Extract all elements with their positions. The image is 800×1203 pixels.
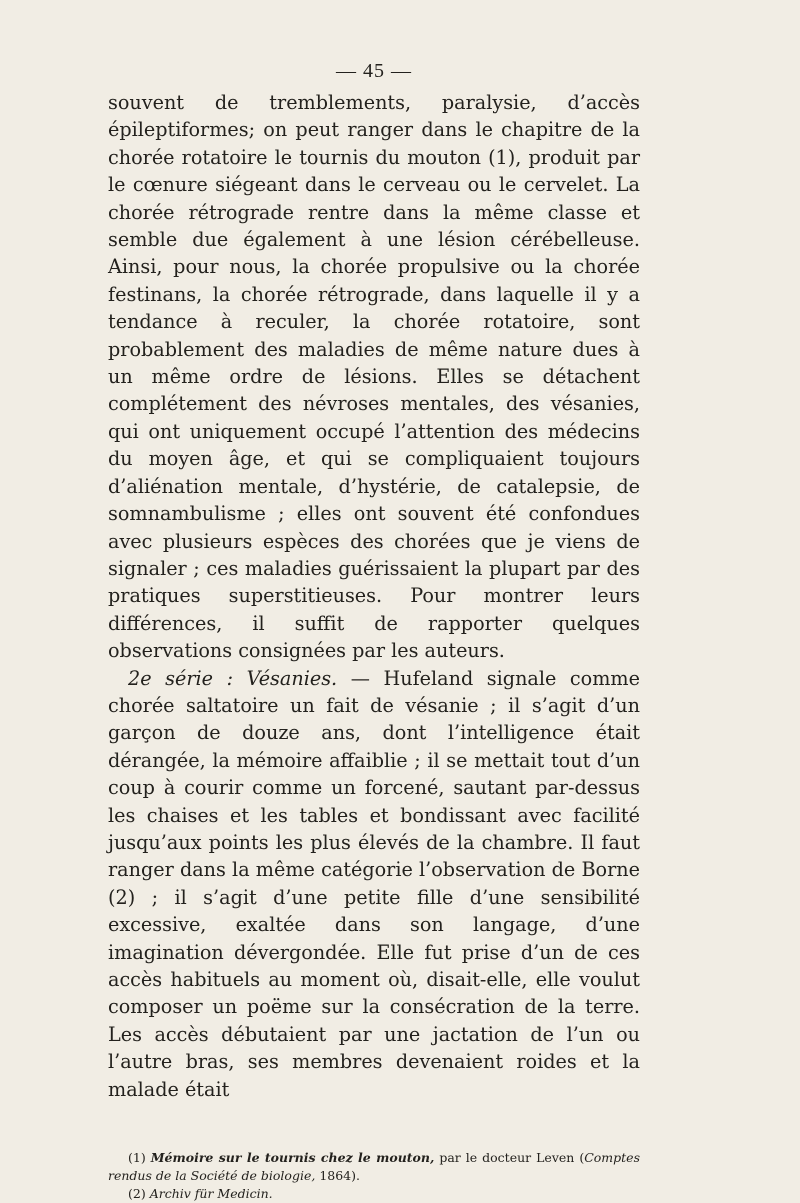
page-number: — 45 — <box>336 60 412 82</box>
book-page <box>108 60 640 1203</box>
footnote-2 <box>108 1185 640 1203</box>
footnote-journal: Comptes rendus de la Société de biologie, <box>108 1150 640 1184</box>
section-heading: 2e série : Vésanies. <box>128 666 338 690</box>
paragraph-1: souvent de tremblements, paralysie, d’accès épileptiformes; on peut ranger dans le chapitre de la chorée rotatoire le tournis du mouton (1), produit par le cœnure siégeant dans le cerveau ou le cervelet. La chorée rétrograde rentre dans la même classe et semble due également à une lésion cérébelleuse. Ainsi, pour nous, la chorée propulsive ou la chorée festinans, la chorée rétrograde, dans laquelle il y a tendance à reculer, la chorée rotatoire, sont probablement des maladies de même nature dues à un même ordre de lésions. Elles se détachent complétement des névroses mentales, des vésanies, qui ont uniquement occupé l’attention des médecins du moyen âge, et qui se compliquaient toujours d’aliénation mentale, d’hystérie, de catalepsie, de somnambulisme ; elles ont souvent été confondues avec plusieurs espèces des chorées que je viens de signaler ; ces maladies guérissaient la plupart par des pratiques superstitieuses. Pour montrer leurs différences, il suffit de rapporter quelques observations consignées par les auteurs. <box>108 91 640 663</box>
footnote-tail: 1864). <box>315 1168 360 1184</box>
footnotes <box>108 1149 640 1203</box>
body-text <box>108 89 640 1103</box>
footnote-title: Archiv für Medicin. <box>149 1186 273 1202</box>
footnote-author: par le docteur Leven ( <box>434 1150 585 1166</box>
footnote-mark: (2) <box>128 1186 146 1202</box>
footnote-1 <box>108 1149 640 1185</box>
footnote-mark: (1) <box>128 1150 146 1166</box>
footnote-title: Mémoire sur le tournis chez le mouton, <box>150 1150 435 1166</box>
paragraph-2 <box>108 665 640 1104</box>
paragraph-2-text: — Hufeland signale comme chorée saltatoire un fait de vésanie ; il s’agit d’un garçon de douze ans, dont l’intelligence était dérangée, la mémoire affaiblie ; il se mettait tout d’un coup à courir comme un forcené, sautant par-dessus les chaises et les tables et bondissant avec facilité jusqu’aux points les plus élevés de la chambre. Il faut ranger dans la même catégorie l’observation de Borne (2) ; il s’agit d’une petite fille d’une sensibilité excessive, exaltée dans son langage, d’une imagination dévergondée. Elle fut prise d’un de ces accès habituels au moment où, disait-elle, elle voulut composer un poëme sur la consécration de la terre. Les accès débutaient par une jactation de l’un ou l’autre bras, ses membres devenaient roides et la malade était <box>108 666 640 1101</box>
